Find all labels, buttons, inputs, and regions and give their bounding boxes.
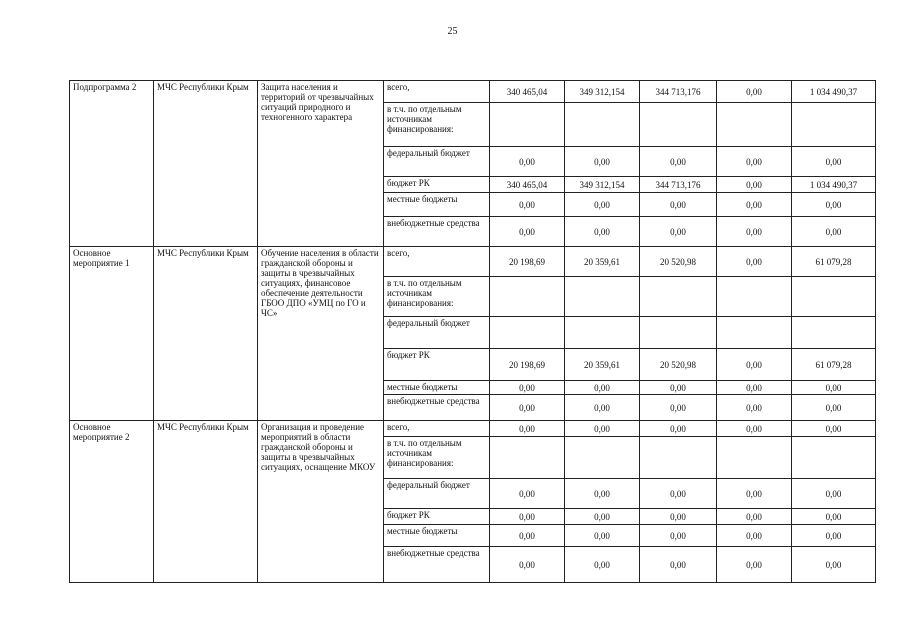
- amount-cell: 0,00: [717, 395, 792, 421]
- amount-cell: [565, 277, 640, 317]
- amount-cell: 349 312,154: [565, 81, 640, 103]
- amount-cell: 1 034 490,37: [792, 81, 876, 103]
- funding-source-cell: внебюджетные средства: [384, 217, 490, 247]
- amount-cell: [640, 437, 717, 479]
- amount-cell: 0,00: [792, 395, 876, 421]
- amount-cell: 1 034 490,37: [792, 177, 876, 193]
- amount-cell: 0,00: [490, 421, 565, 437]
- amount-cell: [490, 437, 565, 479]
- executor-cell: МЧС Республики Крым: [154, 421, 258, 583]
- amount-cell: 0,00: [792, 217, 876, 247]
- amount-cell: 0,00: [792, 509, 876, 525]
- funding-source-cell: федеральный бюджет: [384, 317, 490, 349]
- amount-cell: 0,00: [490, 381, 565, 395]
- amount-cell: [717, 317, 792, 349]
- amount-cell: 0,00: [640, 421, 717, 437]
- amount-cell: 0,00: [717, 193, 792, 217]
- funding-source-cell: внебюджетные средства: [384, 547, 490, 583]
- funding-source-cell: местные бюджеты: [384, 381, 490, 395]
- amount-cell: 0,00: [640, 193, 717, 217]
- funding-source-cell: бюджет РК: [384, 509, 490, 525]
- amount-cell: 0,00: [717, 177, 792, 193]
- amount-cell: [565, 437, 640, 479]
- amount-cell: 349 312,154: [565, 177, 640, 193]
- amount-cell: 0,00: [490, 547, 565, 583]
- amount-cell: 0,00: [792, 547, 876, 583]
- amount-cell: 0,00: [717, 547, 792, 583]
- amount-cell: 0,00: [565, 421, 640, 437]
- funding-source-cell: всего,: [384, 247, 490, 277]
- funding-source-cell: всего,: [384, 81, 490, 103]
- amount-cell: 20 359,61: [565, 349, 640, 381]
- amount-cell: 0,00: [490, 479, 565, 509]
- amount-cell: 0,00: [490, 193, 565, 217]
- amount-cell: 340 465,04: [490, 177, 565, 193]
- amount-cell: [640, 317, 717, 349]
- amount-cell: 0,00: [640, 381, 717, 395]
- amount-cell: 0,00: [490, 509, 565, 525]
- table-row: [70, 421, 876, 437]
- amount-cell: [640, 103, 717, 147]
- amount-cell: 0,00: [640, 217, 717, 247]
- amount-cell: 0,00: [640, 395, 717, 421]
- amount-cell: 0,00: [565, 509, 640, 525]
- amount-cell: 20 520,98: [640, 247, 717, 277]
- description-cell: Организация и проведение мероприятий в области гражданской обороны и защиты в чрезвычайных ситуациях, оснащение МКОУ: [258, 421, 384, 583]
- amount-cell: [717, 103, 792, 147]
- amount-cell: 61 079,28: [792, 349, 876, 381]
- amount-cell: [490, 317, 565, 349]
- amount-cell: 20 359,61: [565, 247, 640, 277]
- amount-cell: 0,00: [717, 381, 792, 395]
- amount-cell: 0,00: [717, 81, 792, 103]
- amount-cell: 20 198,69: [490, 349, 565, 381]
- program-cell: Основное мероприятие 2: [70, 421, 154, 583]
- amount-cell: [717, 437, 792, 479]
- program-cell: Подпрограмма 2: [70, 81, 154, 247]
- amount-cell: [792, 103, 876, 147]
- amount-cell: 0,00: [792, 147, 876, 177]
- amount-cell: [565, 103, 640, 147]
- financing-table: [69, 80, 876, 583]
- amount-cell: 0,00: [640, 147, 717, 177]
- amount-cell: 0,00: [565, 147, 640, 177]
- amount-cell: 0,00: [565, 547, 640, 583]
- funding-source-cell: в т.ч. по отдельным источникам финансирования:: [384, 277, 490, 317]
- amount-cell: 0,00: [717, 217, 792, 247]
- amount-cell: 0,00: [640, 547, 717, 583]
- amount-cell: 0,00: [640, 525, 717, 547]
- amount-cell: 0,00: [565, 381, 640, 395]
- amount-cell: 61 079,28: [792, 247, 876, 277]
- amount-cell: [717, 277, 792, 317]
- table-body: [70, 81, 876, 583]
- amount-cell: 0,00: [490, 147, 565, 177]
- program-cell: Основное мероприятие 1: [70, 247, 154, 421]
- description-cell: Защита населения и территорий от чрезвычайных ситуаций природного и техногенного характера: [258, 81, 384, 247]
- amount-cell: 0,00: [490, 525, 565, 547]
- executor-cell: МЧС Республики Крым: [154, 81, 258, 247]
- amount-cell: 0,00: [717, 525, 792, 547]
- amount-cell: [565, 317, 640, 349]
- amount-cell: 0,00: [640, 509, 717, 525]
- table-row: [70, 247, 876, 277]
- funding-source-cell: в т.ч. по отдельным источникам финансирования:: [384, 437, 490, 479]
- amount-cell: 0,00: [792, 479, 876, 509]
- amount-cell: 0,00: [717, 349, 792, 381]
- funding-source-cell: федеральный бюджет: [384, 479, 490, 509]
- amount-cell: 344 713,176: [640, 81, 717, 103]
- amount-cell: [640, 277, 717, 317]
- amount-cell: 20 198,69: [490, 247, 565, 277]
- amount-cell: 340 465,04: [490, 81, 565, 103]
- table-row: [70, 81, 876, 103]
- page-number: 25: [447, 26, 458, 37]
- amount-cell: 0,00: [792, 421, 876, 437]
- amount-cell: 0,00: [640, 479, 717, 509]
- amount-cell: 0,00: [792, 193, 876, 217]
- funding-source-cell: федеральный бюджет: [384, 147, 490, 177]
- amount-cell: [490, 277, 565, 317]
- amount-cell: [792, 317, 876, 349]
- funding-source-cell: местные бюджеты: [384, 193, 490, 217]
- funding-source-cell: бюджет РК: [384, 349, 490, 381]
- amount-cell: 0,00: [717, 479, 792, 509]
- executor-cell: МЧС Республики Крым: [154, 247, 258, 421]
- amount-cell: 0,00: [792, 525, 876, 547]
- funding-source-cell: бюджет РК: [384, 177, 490, 193]
- amount-cell: 0,00: [717, 421, 792, 437]
- amount-cell: 0,00: [717, 247, 792, 277]
- amount-cell: 0,00: [565, 479, 640, 509]
- amount-cell: 20 520,98: [640, 349, 717, 381]
- amount-cell: 0,00: [565, 525, 640, 547]
- funding-source-cell: всего,: [384, 421, 490, 437]
- amount-cell: 0,00: [565, 395, 640, 421]
- amount-cell: 0,00: [717, 147, 792, 177]
- amount-cell: [792, 437, 876, 479]
- amount-cell: 0,00: [490, 217, 565, 247]
- amount-cell: 0,00: [565, 217, 640, 247]
- amount-cell: [490, 103, 565, 147]
- funding-source-cell: в т.ч. по отдельным источникам финансирования:: [384, 103, 490, 147]
- amount-cell: 344 713,176: [640, 177, 717, 193]
- description-cell: Обучение населения в области гражданской обороны и защиты в чрезвычайных ситуациях, финансовое обеспечение деятельности ГБОО ДПО «УМЦ по ГО и ЧС»: [258, 247, 384, 421]
- amount-cell: [792, 277, 876, 317]
- funding-source-cell: местные бюджеты: [384, 525, 490, 547]
- amount-cell: 0,00: [565, 193, 640, 217]
- amount-cell: 0,00: [717, 509, 792, 525]
- funding-source-cell: внебюджетные средства: [384, 395, 490, 421]
- amount-cell: 0,00: [792, 381, 876, 395]
- amount-cell: 0,00: [490, 395, 565, 421]
